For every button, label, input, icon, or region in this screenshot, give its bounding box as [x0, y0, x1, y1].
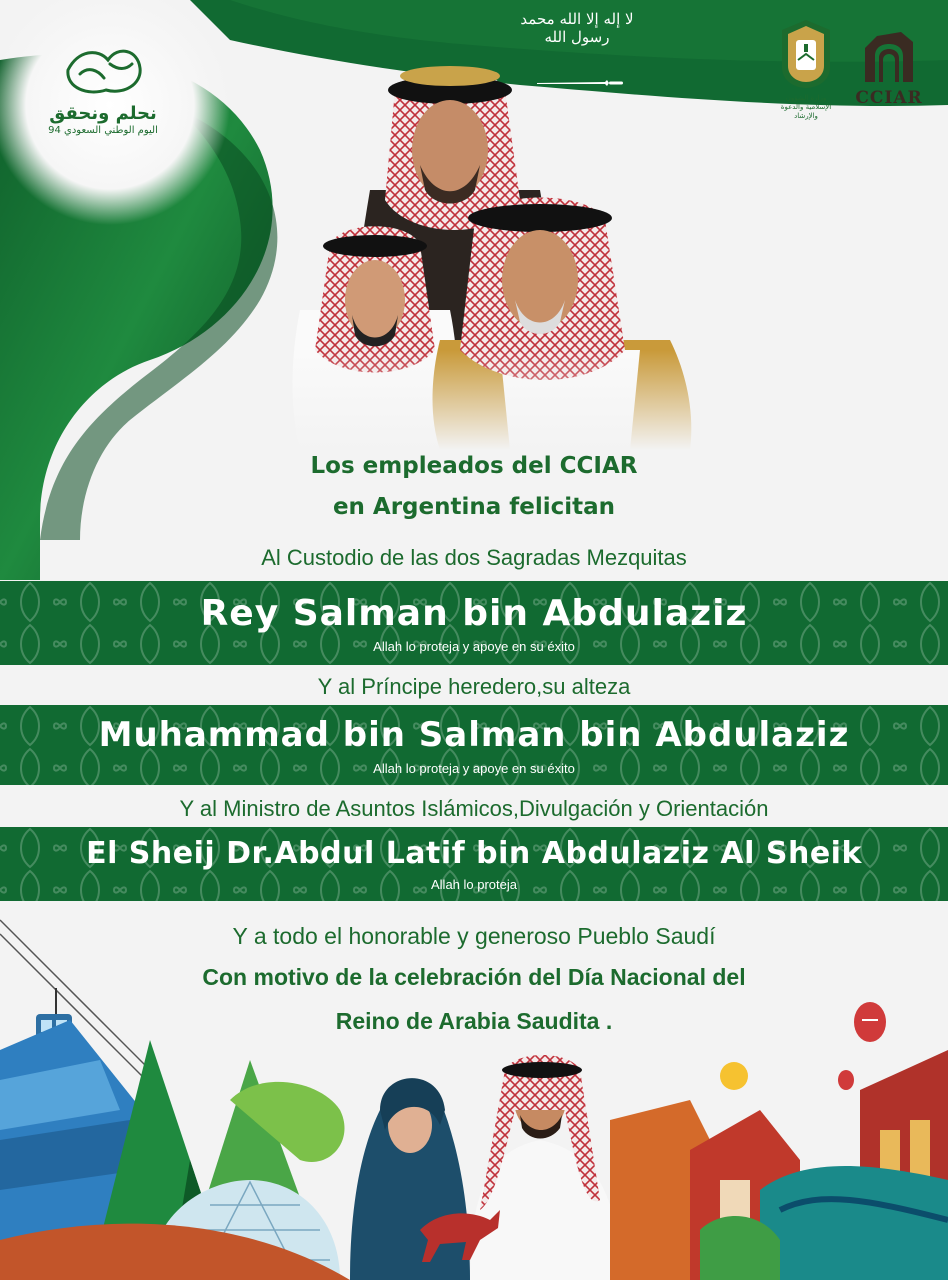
celebration-illustration [0, 910, 948, 1280]
prince-blessing: Allah lo proteja y apoye en su éxito [373, 761, 575, 776]
minister-blessing: Allah lo proteja [431, 877, 517, 892]
cciar-arch-icon [859, 28, 919, 84]
minister-title-line: Y al Ministro de Asuntos Islámicos,Divulgación y Orientación [179, 796, 769, 821]
king-blessing: Allah lo proteja y apoye en su éxito [373, 639, 575, 654]
cciar-logo-text: CCIAR [855, 88, 923, 108]
national-day-subtitle: اليوم الوطني السعودي 94 [48, 125, 158, 136]
national-day-slogan: نحلم ونحقق [49, 103, 157, 124]
ministry-logo [775, 18, 837, 118]
ministry-emblem-icon [778, 18, 834, 90]
national-day-logo-icon [58, 40, 148, 100]
minister-name: El Sheij Dr.Abdul Latif bin Abdulaziz Al Sheik [86, 836, 862, 871]
king-name-band [0, 581, 948, 665]
intro-line-2: en Argentina felicitan [332, 494, 616, 520]
king-title-line: Al Custodio de las dos Sagradas Mezquitas [261, 545, 687, 570]
cciar-logo [845, 28, 933, 118]
leaders-portrait [260, 50, 700, 450]
prince-name: Muhammad bin Salman bin Abdulaziz [98, 715, 850, 755]
occasion-line-2: Reino de Arabia Saudita . [335, 1008, 613, 1034]
flag-shahada-text: لا إله إلا الله محمد رسول الله [520, 10, 634, 46]
king-name: Rey Salman bin Abdulaziz [200, 593, 748, 634]
minister-name-band [0, 827, 948, 901]
national-day-logo [28, 40, 178, 150]
intro-line-1: Los empleados del CCIAR [310, 453, 638, 479]
ministry-caption: وزارة الشؤون الإسلامية والدعوة والإرشاد [780, 94, 832, 120]
prince-name-band [0, 705, 948, 785]
prince-title-line: Y al Príncipe heredero,su alteza [317, 674, 631, 699]
occasion-line-1: Con motivo de la celebración del Día Nacional del [202, 964, 746, 990]
people-line: Y a todo el honorable y generoso Pueblo Saudí [232, 923, 716, 949]
